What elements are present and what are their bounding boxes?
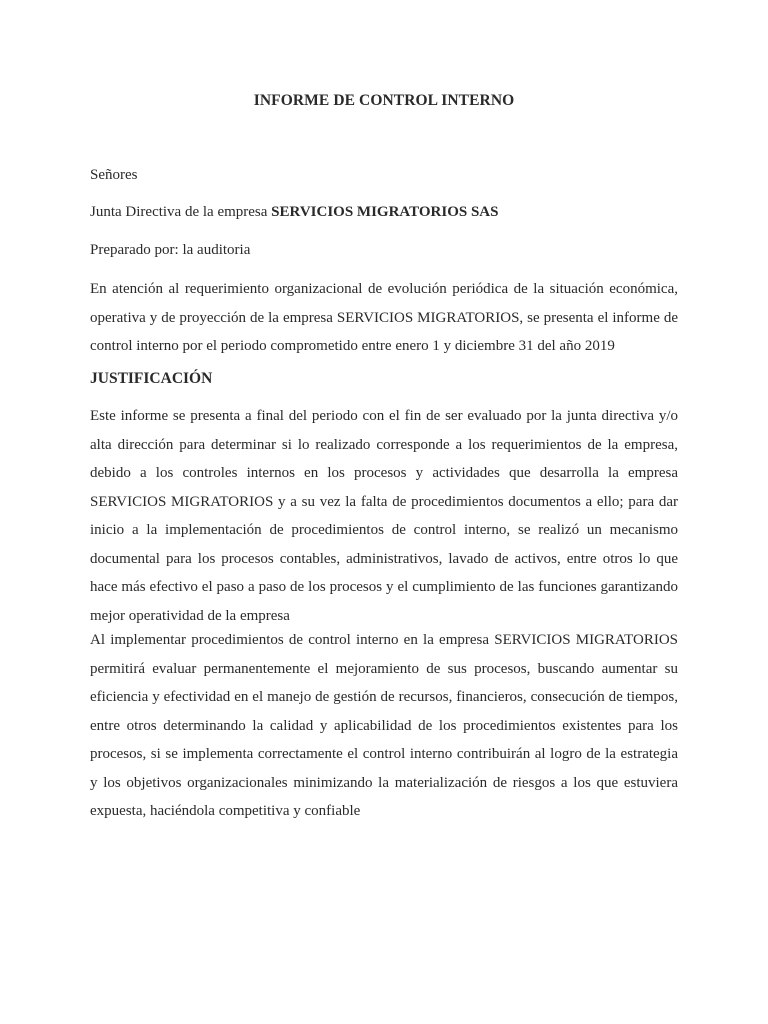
document-title: INFORME DE CONTROL INTERNO <box>253 92 515 109</box>
justification-paragraph-2: Al implementar procedimientos de control interno en la empresa SERVICIOS MIGRATORIOS permitirá evaluar permanentemente el mejoramiento de sus procesos, buscando aumentar su eficiencia y efectividad en el manejo de gestión de recursos, financieros, consecución de tiempos, entre otros determinando la calidad y aplicabilidad de los procedimientos existentes para los procesos, si se implementa correctamente el control interno contribuirán al logro de la estrategia y los objetivos organizacionales minimizando la materialización de riesgos a los que estuviera expuesta, haciéndola competitiva y confiable <box>90 632 678 819</box>
recipient-company: SERVICIOS MIGRATORIOS SAS <box>271 204 499 220</box>
intro-paragraph: En atención al requerimiento organizacional de evolución periódica de la situación económica, operativa y de proyección de la empresa SERVICIOS MIGRATORIOS, se presenta el informe de control interno por el periodo comprometido entre enero 1 y diciembre 31 del año 2019 <box>90 281 678 354</box>
justification-paragraph-1: Este informe se presenta a final del periodo con el fin de ser evaluado por la junta directiva y/o alta dirección para determinar si lo realizado corresponde a los requerimientos de la empresa, debido a los controles internos en los procesos y actividades que desarrolla la empresa SERVICIOS MIGRATORIOS y a su vez la falta de procedimientos documentos a ello; para dar inicio a la implementación de procedimientos de control interno, se realizó un mecanismo documental para los procesos contables, administrativos, lavado de activos, entre otros lo que hace más efectivo el paso a paso de los procesos y el cumplimiento de las funciones garantizando mejor operatividad de la empresa <box>90 408 678 624</box>
recipient-line <box>90 204 499 221</box>
prepared-by: Preparado por: la auditoria <box>90 242 251 258</box>
section-heading-justificacion: JUSTIFICACIÓN <box>90 370 213 387</box>
recipient-prefix: Junta Directiva de la empresa <box>90 204 272 220</box>
salutation: Señores <box>90 167 138 183</box>
